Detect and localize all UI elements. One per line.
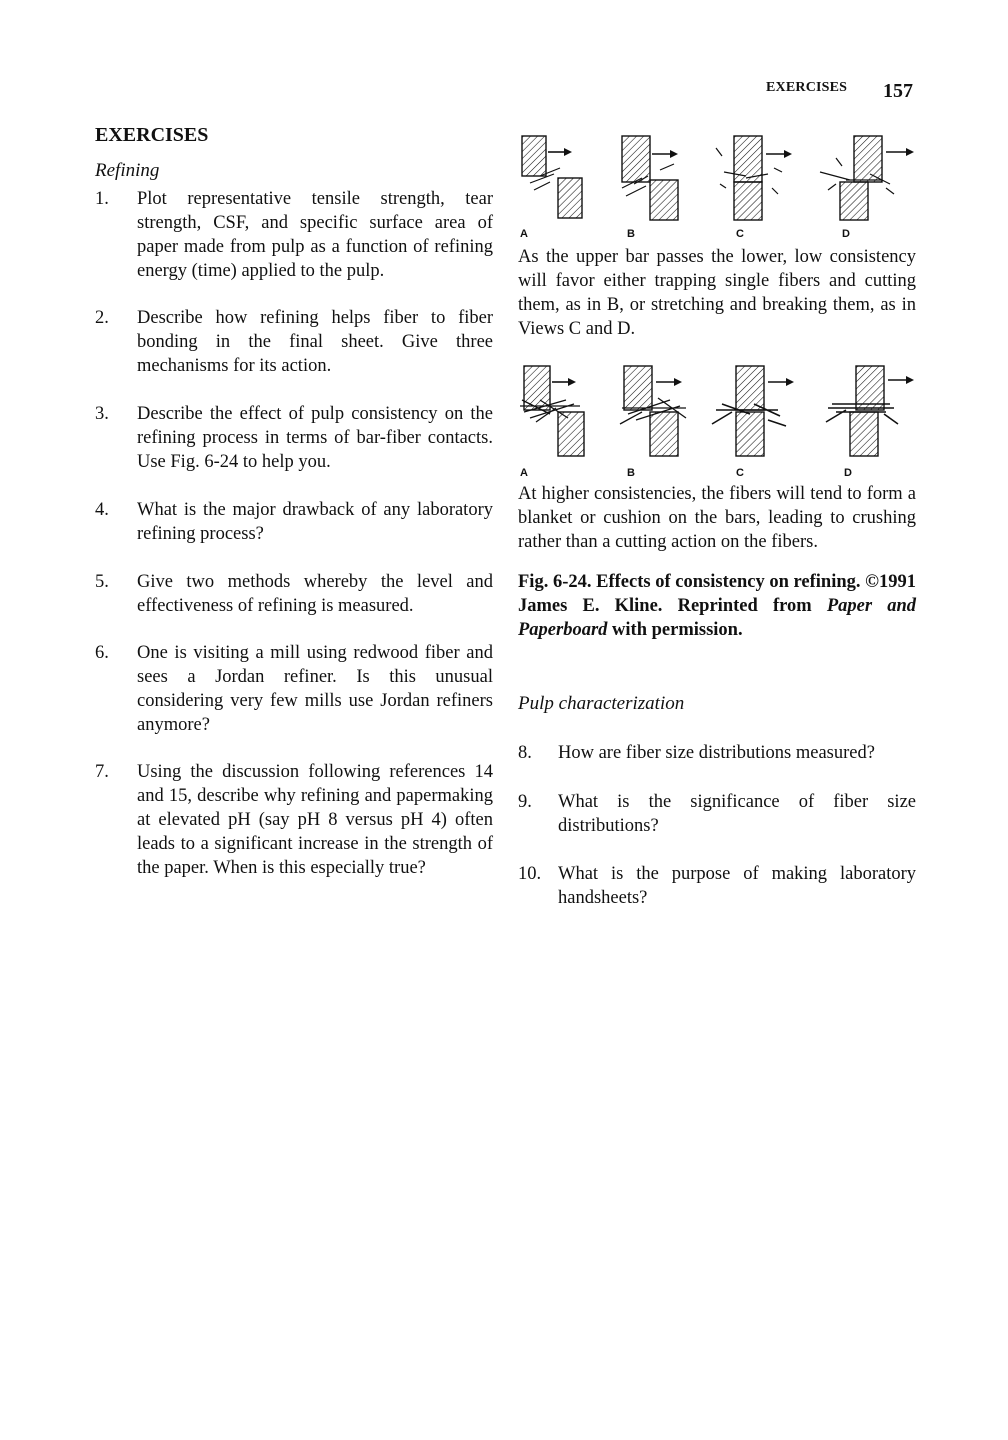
view-label-c: C: [736, 228, 744, 240]
exercise-number: 3.: [95, 404, 109, 424]
exercise-number: 10.: [518, 864, 542, 884]
bar-pair-c: [716, 136, 792, 220]
bar-pair-a: [522, 136, 582, 218]
exercise-item: [95, 402, 493, 474]
figure-caption: [518, 570, 916, 642]
exercise-number: 4.: [95, 500, 109, 520]
exercise-number: 9.: [518, 792, 532, 812]
figure-high-description: At higher consistencies, the fibers will tend to form a blanket or cushion on the bars, leading to crushing rather than a cutting action on the fibers.: [518, 484, 916, 552]
exercise-list-refining: [95, 187, 493, 880]
exercise-text: What is the significance of fiber size distributions?: [558, 792, 916, 836]
view-label-d: D: [842, 228, 850, 240]
exercise-text: Using the discussion following references 14 and 15, describe why refining and papermaking at elevated pH (say pH 8 versus pH 4) often leads to a significant increase in the strength of the paper. When is this especially true?: [137, 762, 493, 878]
view-label-c: C: [736, 467, 744, 479]
bar-pair-b: [620, 366, 686, 456]
exercise-number: 8.: [518, 743, 532, 763]
figure-low-consistency-diagram: [510, 128, 920, 228]
bar-pair-b: [622, 136, 678, 220]
exercise-text: What is the major drawback of any laboratory refining process?: [137, 500, 493, 544]
exercise-text: What is the purpose of making laboratory handsheets?: [558, 864, 916, 908]
exercise-number: 5.: [95, 572, 109, 592]
exercise-text: One is visiting a mill using redwood fiber and sees a Jordan refiner. Is this unusual considering very few mills use Jordan refiners anymore?: [137, 643, 493, 735]
exercise-item: [95, 498, 493, 546]
caption-end: with permission.: [607, 620, 743, 640]
bar-pair-c: [712, 366, 794, 456]
section-heading: EXERCISES: [95, 124, 209, 146]
exercise-item: [95, 187, 493, 283]
exercise-text: Give two methods whereby the level and effectiveness of refining is measured.: [137, 572, 493, 616]
exercise-number: 2.: [95, 308, 109, 328]
bar-pair-a: [520, 366, 584, 456]
view-label-b: B: [627, 467, 635, 479]
exercise-item: [518, 741, 916, 765]
figure-low-description: As the upper bar passes the lower, low consistency will favor either trapping single fibers and cutting them, as in B, or stretching and breaking them, as in Views C and D.: [518, 247, 916, 339]
exercise-item: [95, 306, 493, 378]
view-label-a: A: [520, 228, 528, 240]
exercise-item: [95, 570, 493, 618]
exercise-number: 6.: [95, 643, 109, 663]
exercise-number: 1.: [95, 189, 109, 209]
exercise-text: Describe the effect of pulp consistency on the refining process in terms of bar-fiber contacts. Use Fig. 6-24 to help you.: [137, 404, 493, 472]
caption-source-title: Paper and Paperboard: [518, 596, 916, 640]
running-head: EXERCISES: [766, 80, 848, 95]
bar-pair-d: [826, 366, 914, 456]
exercise-text: Plot representative tensile strength, tear strength, CSF, and specific surface area of paper made from pulp as a function of refining energy (time) applied to the pulp.: [137, 189, 493, 281]
bar-pair-d: [820, 136, 914, 220]
caption-main: Fig. 6-24. Effects of consistency on refining. ©1991 James E. Kline. Reprinted from: [518, 572, 916, 616]
exercise-item: [95, 641, 493, 737]
view-label-d: D: [844, 467, 852, 479]
subheading-pulp-characterization: Pulp characterization: [518, 693, 685, 714]
subheading-refining: Refining: [95, 160, 160, 181]
page-number: 157: [883, 80, 913, 102]
exercise-number: 7.: [95, 762, 109, 782]
exercise-text: Describe how refining helps fiber to fiber bonding in the final sheet. Give three mechanisms for its action.: [137, 308, 493, 376]
exercise-item: [95, 760, 493, 880]
exercise-item: [518, 862, 916, 910]
figure-high-consistency-diagram: [510, 360, 920, 465]
exercise-text: How are fiber size distributions measured?: [558, 743, 875, 763]
exercise-item: [518, 790, 916, 838]
exercise-list-pulp: [518, 741, 916, 910]
view-label-a: A: [520, 467, 528, 479]
view-label-b: B: [627, 228, 635, 240]
